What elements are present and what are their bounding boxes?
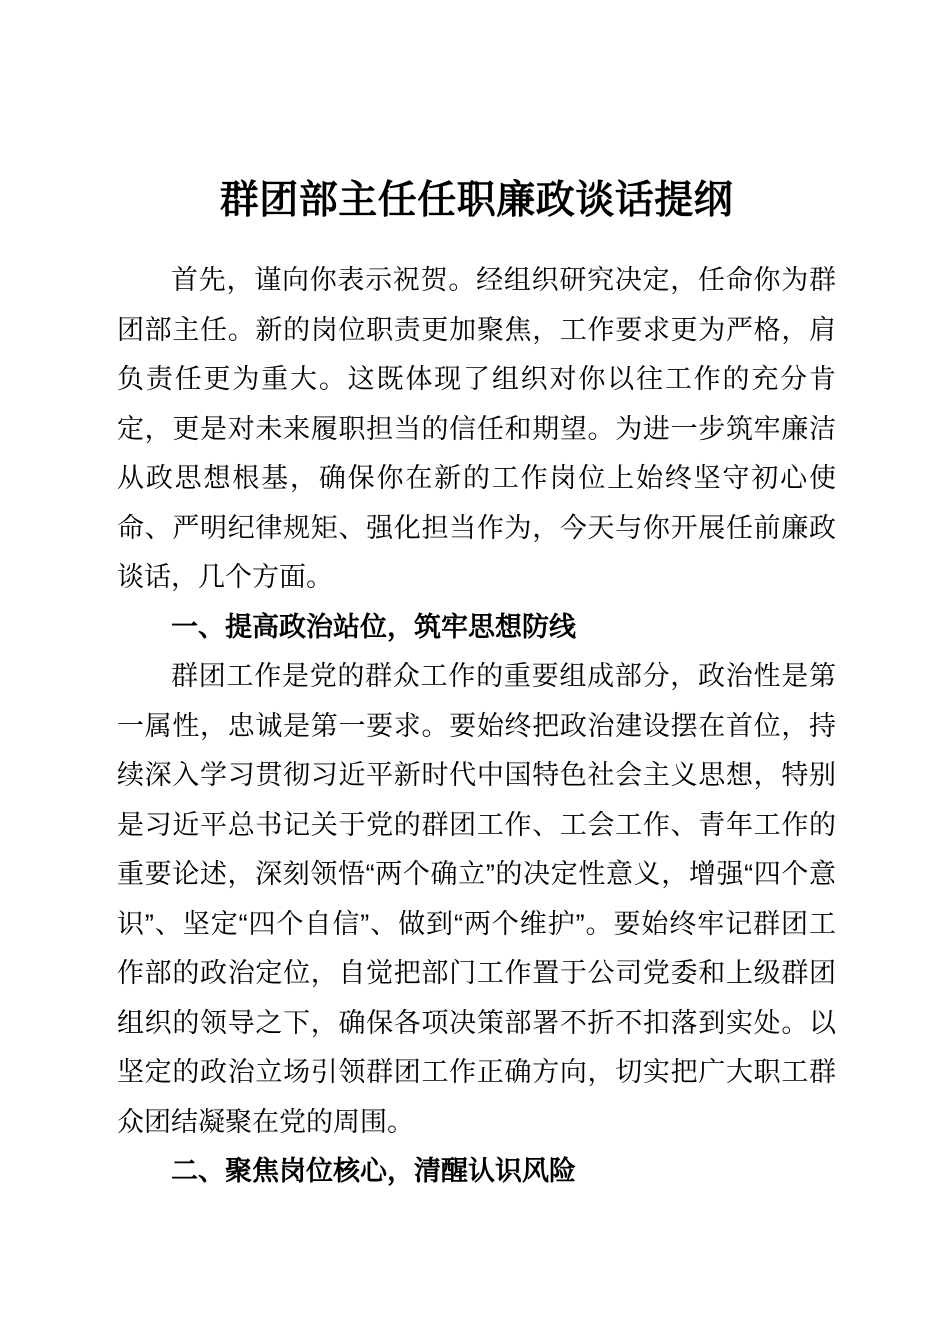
document-title: 群团部主任任职廉政谈话提纲 (219, 179, 734, 222)
section-heading: 二、聚焦岗位核心，清醒认识风险 (171, 1156, 576, 1186)
paragraph: 首先，谨向你表示祝贺。经组织研究决定，任命你为群团部主任。新的岗位职责更加聚焦，工作要求更为严格，肩负责任更为重大。这既体现了组织对你以往工作的充分肯定，更是对未来履职担当的信任和期望。为进一步筑牢廉洁从政思想根基，确保你在新的工作岗位上始终坚守初心使命、严明纪律规矩、强化担当作为，今天与你开展任前廉政谈话，几个方面。 (117, 265, 836, 592)
section-heading: 一、提高政治站位，筑牢思想防线 (171, 611, 576, 642)
document-body (117, 256, 836, 1197)
paragraph: 群团工作是党的群众工作的重要组成部分，政治性是第一属性，忠诚是第一要求。要始终把政治建设摆在首位，持续深入学习贯彻习近平新时代中国特色社会主义思想，特别是习近平总书记关于党的群团工作、工会工作、青年工作的重要论述，深刻领悟“两个确立”的决定性意义，增强“四个意识”、坚定“四个自信”、做到“两个维护”。要始终牢记群团工作部的政治定位，自觉把部门工作置于公司党委和上级群团组织的领导之下，确保各项决策部署不折不扣落到实处。以坚定的政治立场引领群团工作正确方向，切实把广大职工群众团结凝聚在党的周围。 (117, 661, 836, 1137)
